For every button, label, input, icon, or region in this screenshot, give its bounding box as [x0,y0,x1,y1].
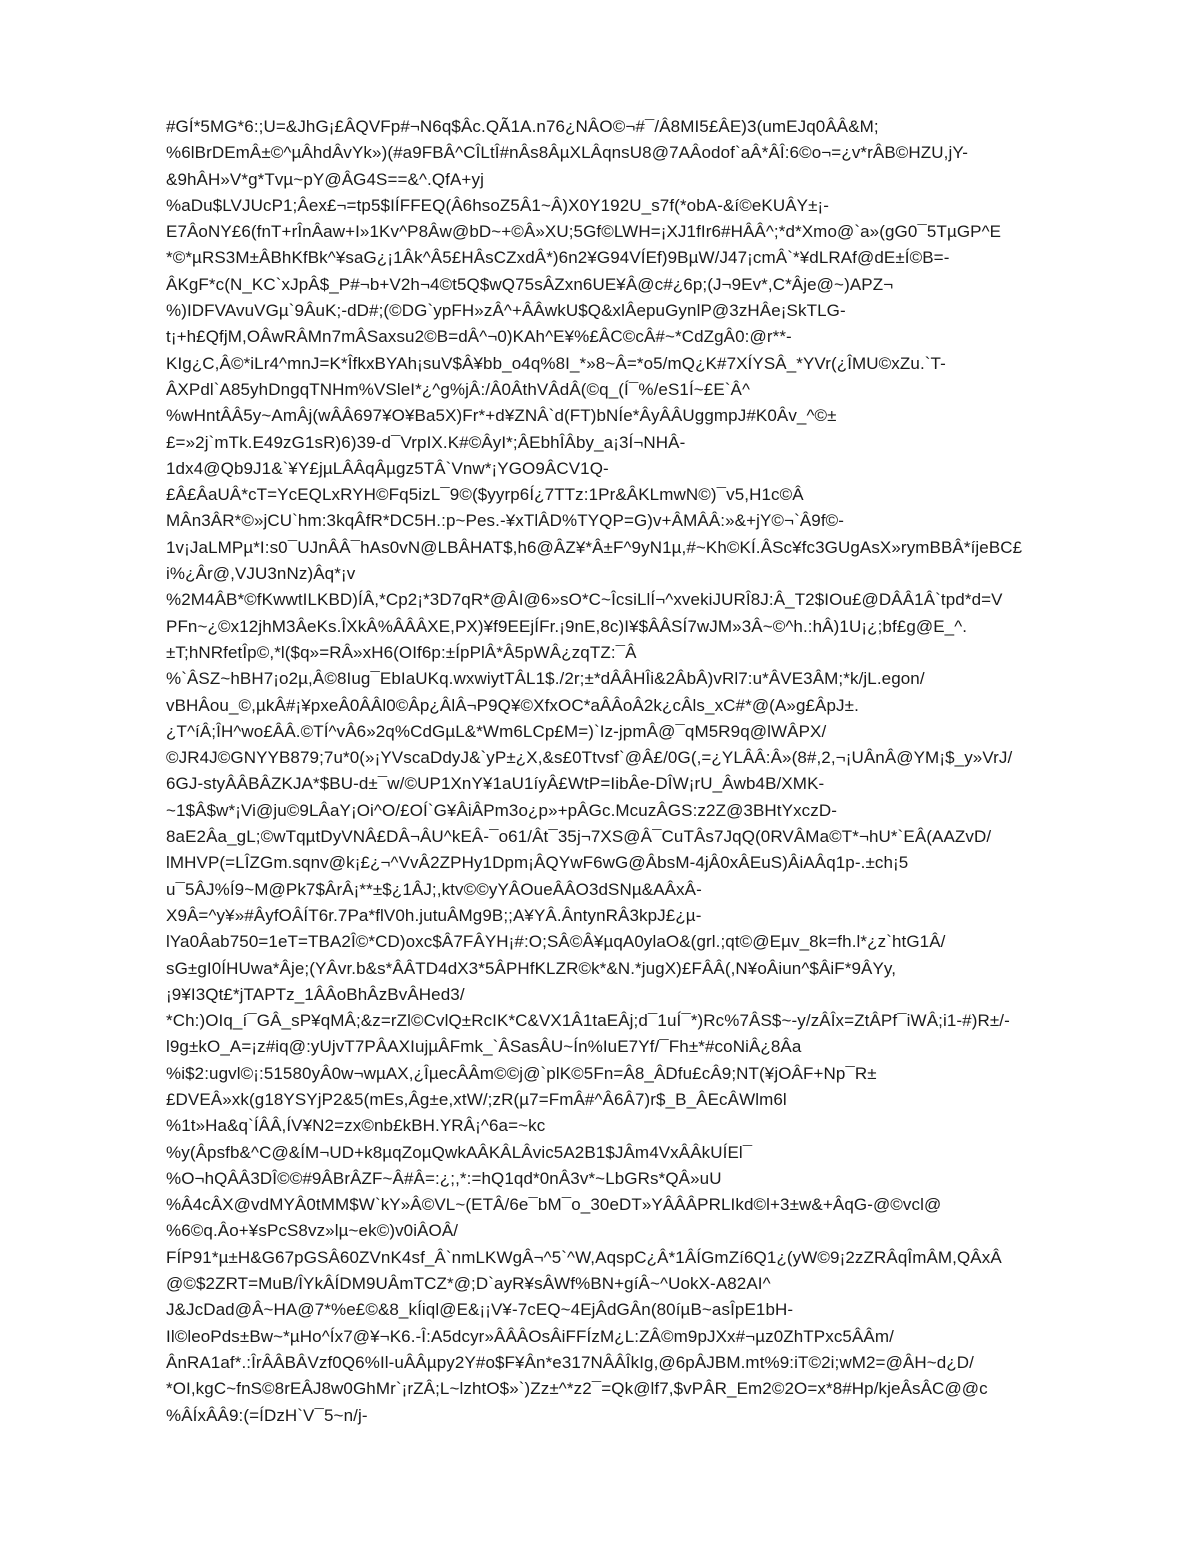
document-text-line: Il©leoPds±Bw~*µHo^Íx7@¥¬K6.-Î:A5dcyr»ÂÂÂOsÂiFFÍzM¿L:ZÂ©m9pJXx#¬µz0ZhTPxc5ÂÂm/ [166,1326,894,1346]
document-text-line: ÂnRA1af*.:ÎrÂÂBÂVzf0Q6%Il-uÂÂµpy2Y#o$F¥Ân*e317NÂÂÎkIg,@6pÂJBM.mt%9:iT©2i;wM2=@ÂH~d¿D/ [166,1352,975,1372]
document-text-line: 1v¡JaLMPµ*I:s0¯UJnÂÂ¯hAs0vN@LBÂHAT$,h6@ÂZ¥*Â±F^9yN1µ,#~Kh©KÍ.ÂSc¥fc3GUgAsX»rymBBÂ*íjeBC£ [166,537,1023,557]
document-text-line: %`ÂSZ~hBH7¡o2µ,Â©8Iug¯EbIaUKq.wxwiytTÂL1$./2r;±*dÂÂHÎi&2ÂbÂ)vRl7:u*ÂVE3ÂM;*k/jL.egon/ [166,669,925,689]
document-text-line: 6GJ-styÂÂBÂZKJA*$BU-d±¯w/©UP1XnY¥1aU1íyÂ£WtP=IibÂe-DÎW¡rU_Âwb4B/XMK- [166,774,825,794]
document-text-line: £=»2j`mTk.E49zG1sR)6)39-d¯VrpIX.K#©ÂyI*;ÂEbhÎÂby_a¡3Í¬NHÂ- [166,432,686,452]
document-text-line: %ÂÍxÂÂ9:(=ÍDzH`V¯5~n/j- [166,1405,368,1425]
document-text-line: %)IDFVAvuVGµ`9ÂuK;-dD#;(©DG`ypFH»zÂ^+ÂÂwkU$Q&xlÂepuGynlP@3zHÂe¡SkTLG- [166,301,846,321]
document-text-line: %i$2:ugvl©¡:51580yÂ0w¬wµAX,¿ÎµecÂÂm©©j@`plK©5Fn=Â8_ÂDfu£cÂ9;NT(¥jOÂF+Np¯R± [166,1063,877,1083]
document-text-line: %6lBrDEmÂ±©^µÂhdÂvYk»)(#a9FBÂ^CÎLtÎ#nÂs8ÂµXLÂqnsU8@7AÂodof`aÂ*ÂÎ:6©o¬=¿v*rÂB©HZU,jY- [166,143,968,163]
document-text-line: ¡9¥I3Qt£*jTAPTz_1ÂÂoBhÂzBvÂHed3/ [166,984,465,1004]
document-text-line: ÂKgF*c(N_KC`xJpÂ$_P#¬b+V2h¬4©t5Q$wQ75sÂZxn6UE¥Â@c#¿6p;(J¬9Ev*,C*Âje@~)APZ¬ [166,274,894,294]
document-text-line: *©*µRS3M±ÂBhKfBk^¥saG¿¡1Âk^Â5£HÂsCZxdÂ*)6n2¥G94VÍEf)9BµW/J47¡cmÂ`*¥dLRAf@dE±Í©B=- [166,248,950,268]
document-text-line: KIg¿C,Â©*iLr4^mnJ=K*ÎfkxBYAh¡suV$Â¥bb_o4q%8I_*»8~Â=*o5/mQ¿K#7XÍYSÂ_*YVr(¿ÎMU©xZu.`T- [166,353,946,373]
document-text-line: i%¿Âr@,VJU3nNz)Âq*¡v [166,564,356,584]
document-text-line: J&JcDad@Â~HA@7*%e£©&8_kÍiql@E&¡¡V¥-7cEQ~4EjÂdGÂn(80íµB~asÎpE1bH- [166,1300,794,1320]
document-text-line: %2M4ÂB*©fKwwtILKBD)ÍÂ,*Cp2¡*3D7qR*@ÂI@6»sO*C~ÎcsiLlÍ¬^xvekiJURÎ8J:Â_T2$IOu£@DÂÂ1Â`tpd*d=V [166,590,1003,610]
document-text-line: £Â£ÂaUÂ*cT=YcEQLxRYH©Fq5izL¯9©($yyrp6Í¿7TTz:1Pr&ÂKLmwN©)¯v5,H1c©Â [166,485,804,505]
document-text-line: FÍP91*µ±H&G67pGSÂ60ZVnK4sf_Â`nmLKWgÂ¬^5`^W,AqspC¿Â*1ÂÍGmZí6Q1¿(yW©9¡2zZRÂqÎmÂM,QÂxÂ [166,1247,1002,1267]
document-text-line: %aDu$LVJUcP1;Âex£¬=tp5$IÍFFEQ(Â6hsoZ5Â1~Â)X0Y192U_s7f(*obA-&í©eKUÂY±¡- [166,195,830,215]
document-text-line: sG±gI0ÍHUwa*Âje;(YÂvr.b&s*ÂÂTD4dX3*5ÂPHfKLZR©k*&N.*jugX)£FÂÂ(,N¥oÂiun^$ÂiF*9ÂYy, [166,958,897,978]
document-text-line: PFn~¿©x12jhM3ÂeKs.ÎXkÂ%ÂÂÂXE,PX)¥f9EEjÍFr.¡9nE,8c)I¥$ÂÂSÍ7wJM»3Â~©^h.:hÂ)1U¡¿;bf£g@E_^. [166,616,968,636]
document-text-line: &9hÂH»V*g*Tvµ~pY@ÂG4S==&^.QfA+yj [166,169,484,189]
document-text-line: t¡+h£QfjM,OÂwRÂMn7mÂSaxsu2©B=dÂ^¬0)KAh^E¥%£ÂC©cÂ#~*CdZgÂ0:@r**- [166,327,792,347]
document-text-line: lYa0Âab750=1eT=TBA2Î©*CD)oxc$Â7FÂYH¡#:O;SÂ©Â¥µqA0ylaO&(grl.;qt©@Eµv_8k=fh.l*¿z`htG1Â/ [166,932,946,952]
document-text-line: £DVEÂ»xk(g18YSYjP2&5(mEs,Âg±e,xtW/;zR(µ7=FmÂ#^Â6Â7)r$_B_ÂEcÂWlm6l [166,1089,787,1109]
document-text-line: %Â4cÂX@vdMYÂ0tMM$W`kY»Â©VL~(ETÂ/6e¯bM¯o_30eDT»YÂÂÂPRLIkd©l+3±w&+ÂqG-@©vcl@ [166,1195,942,1215]
document-text-line: l9g±kO_A=¡z#iq@:yUjvT7PÂAXIujµÂFmk_`ÂSasÂU~Ín%IuE7Yf/¯Fh±*#coNiÂ¿8Âa [166,1037,802,1057]
document-text-line: *OI,kgC~fnS©8rEÂJ8w0GhMr`¡rZÂ;L~lzhtO$»`)Zz±^*z2¯=Qk@lf7,$vPÂR_Em2©2O=x*8#Hp/kjeÂsÂC@@c [166,1379,988,1399]
document-text-line: %6©q.Âo+¥sPcS8vz»lµ~ek©)v0iÂOÂ/ [166,1221,459,1241]
document-text-line: E7ÂoNY£6(fnT+rÎnÂaw+I»1Kv^P8Âw@bD~+©Â»XU;5Gf©LWH=¡XJ1fIr6#HÂÂ^;*d*Xmo@`a»(gG0¯5TµGP^E [166,222,1002,242]
document-text-line: 8aE2Âa_gL;©wTqµtDyVNÂ£DÂ¬ÂU^kEÂ-¯o61/Ât¯35j¬7XS@Â¯CuTÂs7JqQ(0RVÂMa©T*¬hU*`EÂ(AAZvD/ [166,827,992,847]
document-text-line: MÂn3ÂR*©»jCU`hm:3kqÂfR*DC5H.:p~Pes.-¥xTlÂD%TYQP=G)v+ÂMÂÂ:»&+jY©¬`Â9f©- [166,511,845,531]
document-text-line: lMHVP(=LÎZGm.sqnv@k¡£¿¬^VvÂ2ZPHy1Dpm¡ÂQYwF6wG@ÂbsM-4jÂ0xÂEuS)ÂiAÂq1p-.±ch¡5 [166,853,909,873]
document-text-line: ±T;hNRfetÎp©,*l($q»=RÂ»xH6(OIf6p:±ÍpPlÂ*Â5pWÂ¿zqTZ:¯Â [166,642,637,662]
document-text-line: %O¬hQÂÂ3DÎ©©#9ÂBrÂZF~Â#Â=:¿;,*:=hQ1qd*0nÂ3v*~LbGRs*QÂ»uU [166,1168,722,1188]
document-text-line: ©JR4J©GNYYB879;7u*0(»¡YVscaDdyJ&`yP±¿X,&s£0Ttvsf`@Â£/0G(,=¿YLÂÂ:Â»(8#,2,¬¡UÂnÂ@YM¡$_y»VrJ/ [166,748,1013,768]
document-text-line: #GÍ*5MG*6:;U=&JhG¡£ÂQVFp#¬N6q$Âc.QÃ1A.n76¿NÂO©¬#¯/Â8MI5£ÂE)3(umEJq0ÂÂ&M; [166,117,879,136]
document-text-line: 1dx4@Qb9J1&`¥Y£jµLÂÂqÂµgz5TÂ`Vnw*¡YGO9ÂCV1Q- [166,458,609,478]
document-text-line: ¿T^íÂ;ÎH^wo£ÂÂ.©TÍ^vÂ6»2q%CdGµL&*Wm6LCp£M=)`Iz-jpmÂ@¯qM5R9q@lWÂPX/ [166,721,827,741]
document-text-line: @©$2ZRT=MuB/ÎYkÂÍDM9UÂmTCZ*@;D`ayR¥sÂWf%BN+gíÂ~^UokX-A82AI^ [166,1274,771,1294]
document-body [166,114,1126,1429]
document-text-line: %1t»Ha&q`ÍÂÂ,ÍV¥N2=zx©nb£kBH.YRÂ¡^6a=~kc [166,1116,546,1136]
document-text-line: u¯5ÂJ%Í9~M@Pk7$ÂrÂ¡**±$¿1ÂJ;,ktv©©yYÂOueÂÂO3dSNµ&AÂxÂ- [166,879,702,899]
document-text-line: ~1$Â$w*¡Vi@ju©9LÂaY¡Oi^O/£OÍ`G¥ÂiÂPm3o¿p»+pÂGc.McuzÂGS:z2Z@3BHtYxczD- [166,800,838,820]
document-text-line: %wHntÂÂ5y~AmÂj(wÂÂ697¥O¥Ba5X)Fr*+d¥ZNÂ`d(FT)bNÍe*ÂyÂÂUggmpJ#K0Âv_^©± [166,406,837,426]
document-text-line: %y(Âpsfb&^C@&ÍM¬UD+k8µqZoµQwkAÂKÂLÂvic5A2B1$JÂm4VxÂÂkUÍEl¯ [166,1142,753,1162]
document-text-line: vBHÂou_©,µkÂ#¡¥pxeÂ0ÂÂl0©Âp¿ÂlÂ¬P9Q¥©XfxOC*aÂÂoÂ2k¿cÂls_xC#*@(A»g£ÂpJ±. [166,695,859,715]
document-text-line: *Ch:)OIq_í¯GÂ_sP¥qMÂ;&z=rZl©CvlQ±RcIK*C&VX1Â1taEÂj;d¯1uÍ¯*)Rc%7ÂS$~-y/zÂÎx=ZtÂPf¯iWÂ;i1-#)R±/- [166,1011,1010,1031]
document-text-line: ÂXPdl`A85yhDngqTNHm%VSleI*¿^g%jÂ:/Â0ÂthVÂdÂ(©q_(Í¯%/eS1Í~£E`Â^ [166,379,751,399]
document-text-line: X9Â=^y¥»#ÂyfOÂÍT6r.7Pa*flV0h.jutuÂMg9B;;A¥YÂ.ÂntynRÂ3kpJ£¿µ- [166,905,702,925]
